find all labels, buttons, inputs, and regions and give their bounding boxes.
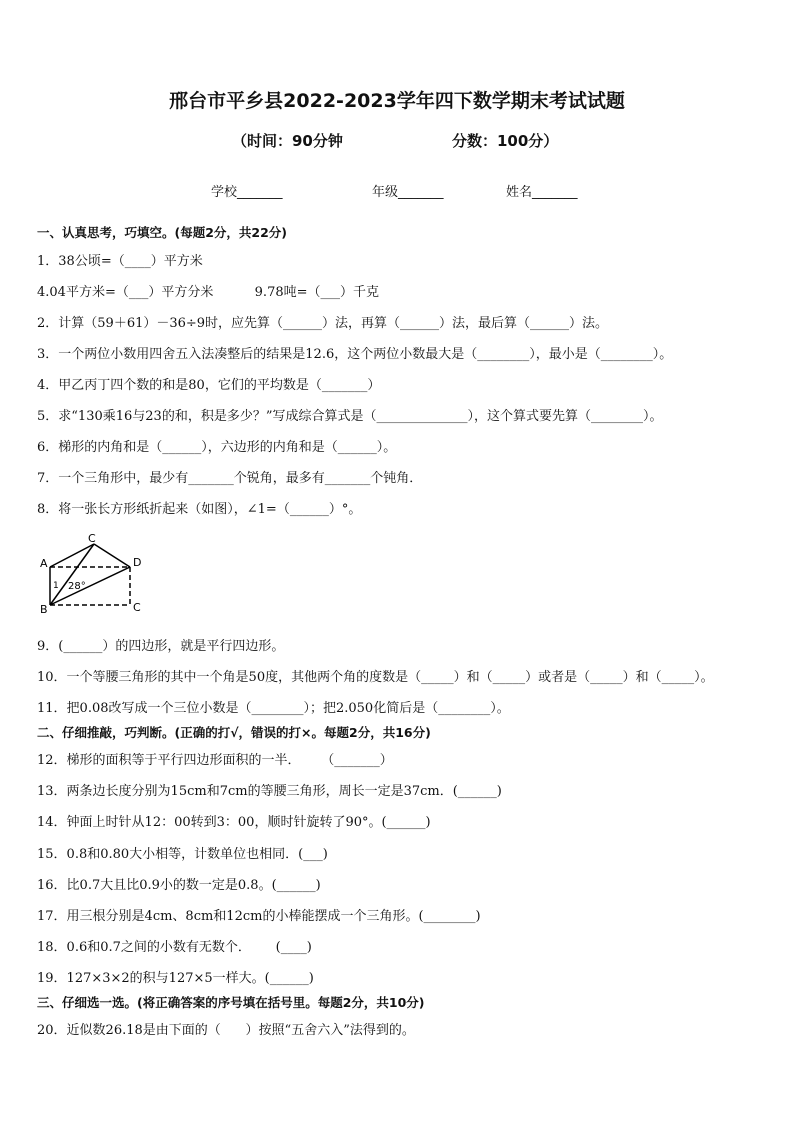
question-line: 8．将一张长方形纸折起来（如图），∠1=（______）°。 xyxy=(37,502,362,517)
exam-score: 分数：100分） xyxy=(452,132,559,150)
question-line: 16．比0.7大且比0.9小的数一定是0.8。(______) xyxy=(37,878,321,893)
exam-time: （时间：90分钟 xyxy=(232,132,343,150)
question-line: 17．用三根分别是4cm、8cm和12cm的小棒能摆成一个三角形。(________) xyxy=(37,909,481,924)
question-line: 14．钟面上时针从12：00转到3：00，顺时针旋转了90°。(______) xyxy=(37,815,431,830)
question-line: 13．两条边长度分别为15cm和7cm的等腰三角形，周长一定是37cm．(______) xyxy=(37,784,502,799)
question-line: 15．0.8和0.80大小相等，计数单位也相同．(___) xyxy=(37,847,328,862)
question-line: 7．一个三角形中，最少有_______个锐角，最多有_______个钝角． xyxy=(37,471,423,486)
grade-field: 年级_______ xyxy=(372,185,444,200)
angle-28-label: 28° xyxy=(68,581,86,592)
question-line: 6．梯形的内角和是（______），六边形的内角和是（______）。 xyxy=(37,440,397,455)
section-3-heading: 三、仔细选一选。(将正确答案的序号填在括号里。每题2分，共10分) xyxy=(37,995,425,1010)
question-line: 4．甲乙丙丁四个数的和是80，它们的平均数是（_______） xyxy=(37,378,381,393)
question-line: 12．梯形的面积等于平行四边形面积的一半． （_______） xyxy=(37,753,393,768)
page-title: 邢台市平乡县2022-2023学年四下数学期末考试试题 xyxy=(169,90,625,112)
label-d: D xyxy=(133,556,142,569)
folded-rectangle-figure xyxy=(38,534,148,614)
question-line: 20．近似数26.18是由下面的（ ）按照“五舍六入”法得到的。 xyxy=(37,1023,415,1038)
section-2-heading: 二、仔细推敲，巧判断。(正确的打√，错误的打×。每题2分，共16分) xyxy=(37,725,431,740)
name-field: 姓名_______ xyxy=(506,185,578,200)
question-line: 5．求“130乘16与23的和，积是多少？”写成综合算式是（______________），这个算式要先算（________）。 xyxy=(37,409,663,424)
school-field: 学校_______ xyxy=(211,185,283,200)
question-line: 19．127×3×2的积与127×5一样大。(______) xyxy=(37,971,314,986)
question-line: 2．计算（59＋61）－36÷9时，应先算（______）法，再算（______）法，最后算（______）法。 xyxy=(37,316,609,331)
label-a: A xyxy=(40,557,48,570)
label-b: B xyxy=(40,603,48,614)
section-1-heading: 一、认真思考，巧填空。(每题2分，共22分) xyxy=(37,225,288,240)
label-c-top: C xyxy=(88,534,96,545)
angle-1-label: 1 xyxy=(53,581,59,591)
question-line: 9．(______）的四边形，就是平行四边形。 xyxy=(37,639,285,654)
question-line: 18．0.6和0.7之间的小数有无数个． (____) xyxy=(37,940,312,955)
question-line: 11．把0.08改写成一个三位小数是（________）；把2.050化简后是（________）。 xyxy=(37,701,510,716)
label-c-bottom: C xyxy=(133,601,141,614)
question-line: 4.04平方米=（___）平方分米 9.78吨=（___）千克 xyxy=(37,285,379,300)
question-line: 1．38公顷=（____）平方米 xyxy=(37,254,203,269)
question-line: 3．一个两位小数用四舍五入法凑整后的结果是12.6，这个两位小数最大是（________），最小是（________）。 xyxy=(37,347,673,362)
question-line: 10．一个等腰三角形的其中一个角是50度，其他两个角的度数是（_____）和（_____）或者是（_____）和（_____）。 xyxy=(37,670,714,685)
